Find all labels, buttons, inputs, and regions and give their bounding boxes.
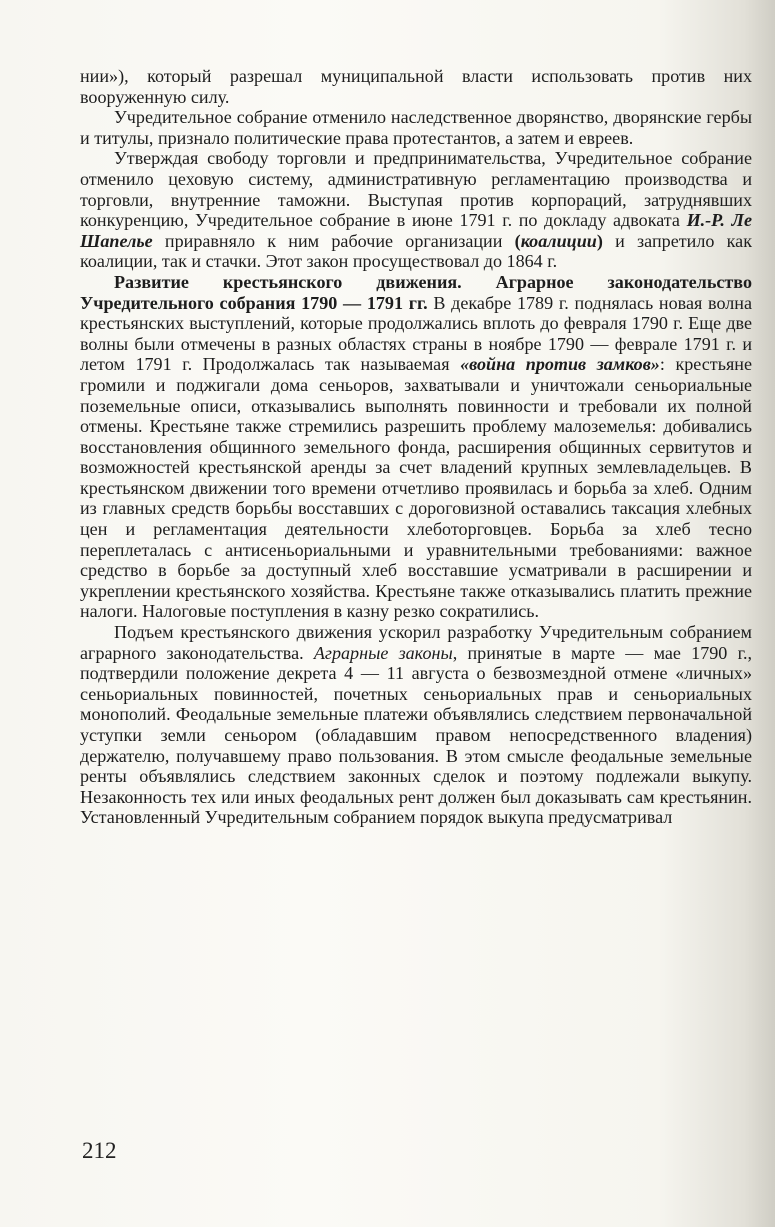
paragraph-2: Учредительное собрание отменило наследственное дворянство, дворянские гербы и титулы, признало политические права протестантов, а затем и евреев. bbox=[80, 107, 752, 148]
paragraph-5: Подъем крестьянского движения ускорил разработку Учредительным собранием аграрного законодательства. Аграрные законы, принятые в марте — мае 1790 г., подтвердили положение декрета 4 — 11 августа о безвозмездной отмене «личных» сеньориальных повинностей, почетных сеньориальных прав и сеньориальных монополий. Феодальные земельные платежи объявлялись следствием первоначальной уступки земли сеньором (обладавшим правом непосредственного владения) держателю, получавшему право пользования. В этом смысле феодальные земельные ренты объявлялись следствием законных сделок и поэтому подлежали выкупу. Незаконность тех или иных феодальных рент должен был доказывать сам крестьянин. Установленный Учредительным собранием порядок выкупа предусматривал bbox=[80, 622, 752, 828]
page-number: 212 bbox=[82, 1138, 117, 1163]
paragraph-4: Развитие крестьянского движения. Аграрное законодательство Учредительного собрания 1790 — 1791 гг. В декабре 1789 г. поднялась новая волна крестьянских выступлений, которые продолжались вплоть до февраля 1790 г. Еще две волны были отмечены в разных областях страны в ноябре 1790 — феврале 1791 г. и летом 1791 г. Продолжалась так называемая «война против замков»: крестьяне громили и поджигали дома сеньоров, захватывали и уничтожали сеньориальные поземельные описи, отказывались выполнять повинности и требовали их полной отмены. Крестьяне также стремились разрешить проблему малоземелья: добивались восстановления общинного земельного фонда, расширения общинных сервитутов и возможностей крестьянской аренды за счет владений крупных землевладельцев. В крестьянском движении того времени отчетливо проявилась и борьба за хлеб. Одним из главных средств борьбы восставших с дороговизной оставались таксация хлебных цен и регламентация деятельности хлеботорговцев. Борьба за хлеб тесно переплеталась с антисеньориальными и уравнительными требованиями: важное средство в борьбе за доступный хлеб восставшие усматривали в расширении и укреплении крестьянского хозяйства. Крестьяне также отказывались платить прежние налоги. Налоговые поступления в казну резко сократились. bbox=[80, 271, 753, 622]
paragraph-1: нии»), который разрешал муниципальной власти использовать против них вооруженную силу. bbox=[80, 66, 752, 107]
paragraph-3: Утверждая свободу торговли и предпринимательства, Учредительное собрание отменило цеховую систему, административную регламентацию производства и торговли, внутренние таможни. Выступая против корпораций, затруднявших конкуренцию, Учредительное собрание в июне 1791 г. по докладу адвоката И.-Р. Ле Шапелье приравняло к ним рабочие организации (коалиции) и запретило как коалиции, так и стачки. Этот закон просуществовал до 1864 г. bbox=[80, 148, 752, 272]
body-text bbox=[80, 66, 752, 828]
